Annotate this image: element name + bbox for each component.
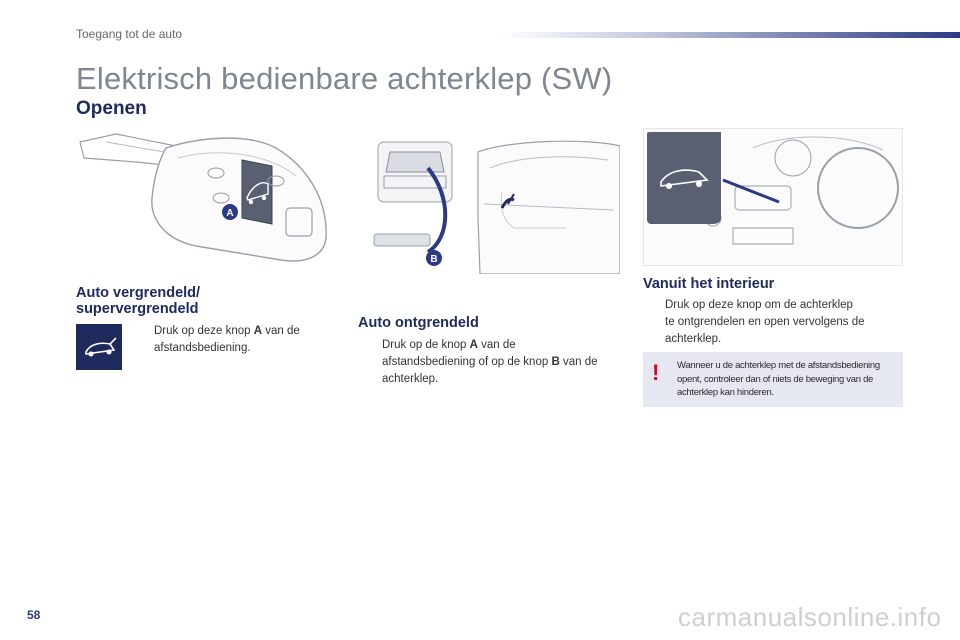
text-unlocked: Druk op de knop A van de afstandsbediening of op de knop B van de achterklep. [382, 339, 598, 385]
heading-interior: Vanuit het interieur [643, 276, 775, 292]
tailgate-illustration [368, 128, 620, 274]
key-b-letter: B [430, 254, 438, 265]
interior-illustration [643, 128, 903, 266]
page-number: 58 [27, 608, 41, 622]
key-a-letter: A [226, 208, 234, 219]
text-locked: Druk op deze knop A van de afstandsbediening. [154, 325, 300, 354]
section-label: Toegang tot de auto [76, 27, 183, 41]
text-interior: Druk op deze knop om de achterklep te ontgrendelen en open vervolgens de achterklep. [665, 299, 865, 345]
warning-icon: ! [652, 360, 660, 385]
page-title: Elektrisch bedienbare achterklep (SW) [76, 61, 613, 96]
heading-locked [76, 285, 200, 317]
heading-locked-line1: Auto vergrendeld/ [76, 285, 201, 301]
warning-note-text: Wanneer u de achterklep met de afstandsbediening opent, controleer dan of niets de beweging van de achterklep kan hinderen. [677, 360, 880, 398]
heading-locked-line2: supervergrendeld [76, 301, 199, 317]
heading-unlocked: Auto ontgrendeld [358, 315, 479, 331]
key-fob-illustration [76, 128, 338, 270]
tailgate-icon [76, 324, 122, 370]
header-bar [500, 32, 960, 38]
watermark: carmanualsonline.info [678, 602, 942, 632]
section-subtitle: Openen [76, 98, 147, 119]
